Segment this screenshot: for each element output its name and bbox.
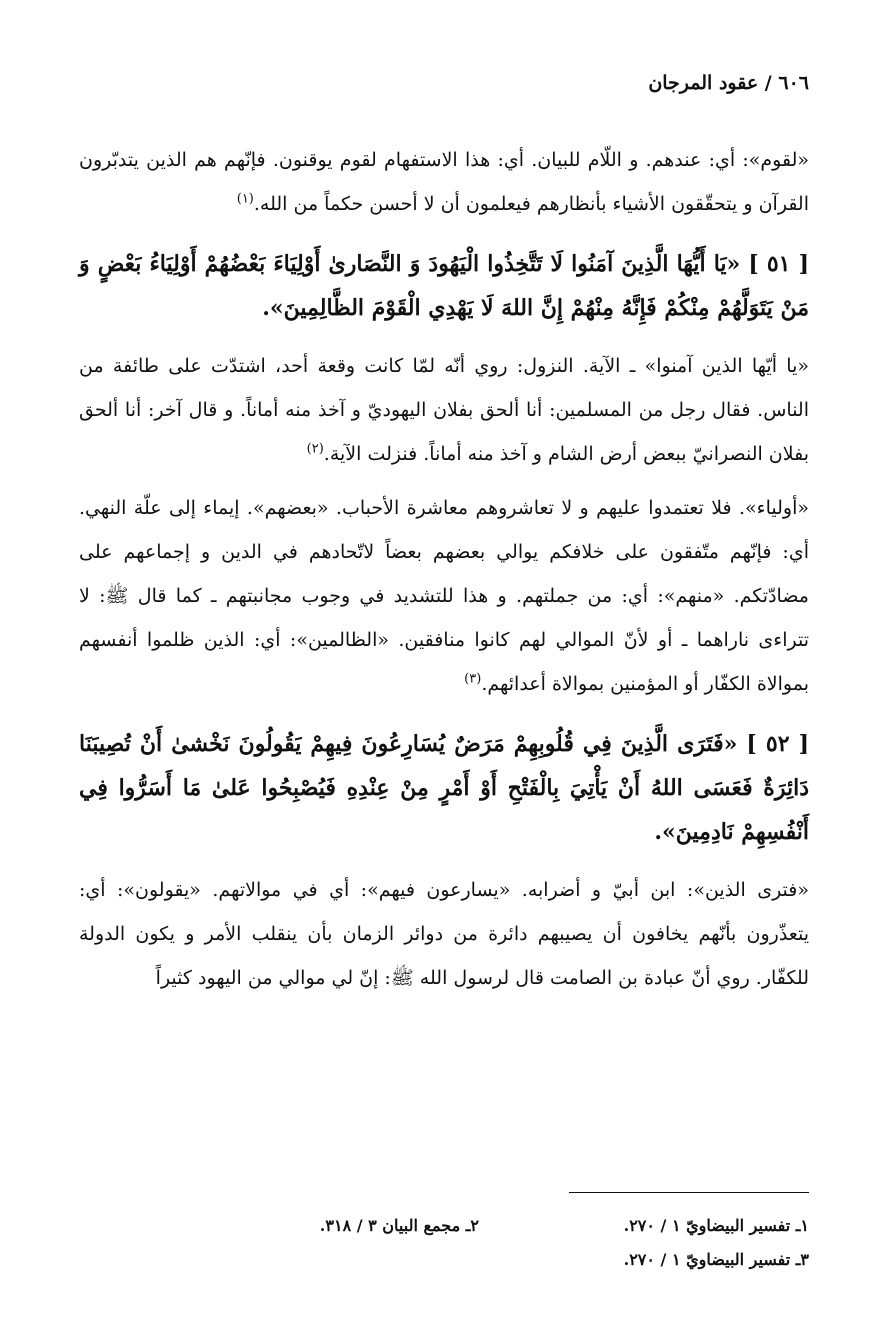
header-separator: /	[758, 72, 772, 94]
book-title: عقود المرجان	[648, 72, 759, 94]
footnote-marker: (١)	[236, 191, 254, 207]
paragraph-text: «أولياء». فلا تعتمدوا عليهم و لا تعاشروهم معاشرة الأحباب. «بعضهم». إيماء إلى علّة النهي. أي: فإنّهم متّفقون على خلافكم يوالي بعضهم بعضاً لاتّحادهم في الدين و إجماعهم على مضادّتكم. «منهم»: أي: من جملتهم. و هذا للتشديد في وجوب مجانبتهم ـ كما قال ﷺ: لا تتراءى ناراهما ـ أو لأنّ الموالي لهم كانوا منافقين. «الظالمين»: أي: الذين ظلموا أنفسهم بموالاة الكفّار أو المؤمنين بموالاة أعدائهم.	[79, 497, 809, 695]
footnote-divider	[569, 1192, 809, 1193]
commentary-paragraph	[79, 344, 809, 476]
quran-verse-51	[79, 242, 809, 330]
footnote-2: ٢ـ مجمع البيان ٣ / ٣١٨.	[319, 1215, 479, 1235]
page-body	[79, 138, 809, 1010]
footnotes	[79, 1208, 809, 1276]
footnote-marker: (٢)	[306, 441, 324, 457]
quran-verse-52	[79, 722, 809, 854]
commentary-paragraph	[79, 486, 809, 706]
verse-text: [ ٥٢ ] «فَتَرَى الَّذِينَ فِي قُلُوبِهِمْ مَرَضٌ يُسَارِعُونَ فِيهِمْ يَقُولُونَ نَخْشىٰ أَنْ تُصِيبَنَا دَائِرَةٌ فَعَسَى اللهُ أَنْ يَأْتِيَ بِالْفَتْحِ أَوْ أَمْرٍ مِنْ عِنْدِهِ فَيُصْبِحُوا عَلىٰ مَا أَسَرُّوا فِي أَنْفُسِهِمْ نَادِمِينَ».	[79, 731, 809, 845]
commentary-paragraph	[79, 138, 809, 226]
footnote-row	[79, 1208, 809, 1242]
footnote-marker: (٣)	[464, 671, 482, 687]
footnote-3: ٣ـ تفسير البيضاويّ ١ / ٢٧٠.	[623, 1249, 809, 1269]
verse-text: [ ٥١ ] «يَا أَيُّهَا الَّذِينَ آمَنُوا لَا تَتَّخِذُوا الْيَهُودَ وَ النَّصَارىٰ أَوْلِيَاءَ بَعْضُهُمْ أَوْلِيَاءُ بَعْضٍ وَ مَنْ يَتَوَلَّهُمْ مِنْكُمْ فَإِنَّهُ مِنْهُمْ إِنَّ اللهَ لَا يَهْدِي الْقَوْمَ الظَّالِمِينَ».	[79, 251, 809, 321]
footnote-1: ١ـ تفسير البيضاويّ ١ / ٢٧٠.	[623, 1215, 809, 1235]
paragraph-text: «فترى الذين»: ابن أبيّ و أضرابه. «يسارعون فيهم»: أي في موالاتهم. «يقولون»: أي: يتعذّرون بأنّهم يخافون أن يصيبهم دائرة من دوائر الزمان بأن ينقلب الأمر و يكون الدولة للكفّار. روي أنّ عبادة بن الصامت قال لرسول الله ﷺ: إنّ لي موالي من اليهود كثيراً	[79, 879, 809, 989]
running-header	[648, 72, 809, 94]
commentary-paragraph	[79, 868, 809, 1000]
footnote-row	[79, 1242, 809, 1276]
paragraph-text: «يا أيّها الذين آمنوا» ـ الآية. النزول: روي أنّه لمّا كانت وقعة أحد، اشتدّت على طائفة من الناس. فقال رجل من المسلمين: أنا ألحق بفلان اليهوديّ و آخذ منه أماناً. و قال آخر: أنا ألحق بفلان النصرانيّ ببعض أرض الشام و آخذ منه أماناً. فنزلت الآية.	[79, 355, 809, 465]
paragraph-text: «لقوم»: أي: عندهم. و اللّام للبيان. أي: هذا الاستفهام لقوم يوقنون. فإنّهم هم الذين يتدبّرون القرآن و يتحقّقون الأشياء بأنظارهم فيعلمون أن لا أحسن حكماً من الله.	[79, 149, 809, 215]
page-number: ٦٠٦	[778, 72, 809, 94]
